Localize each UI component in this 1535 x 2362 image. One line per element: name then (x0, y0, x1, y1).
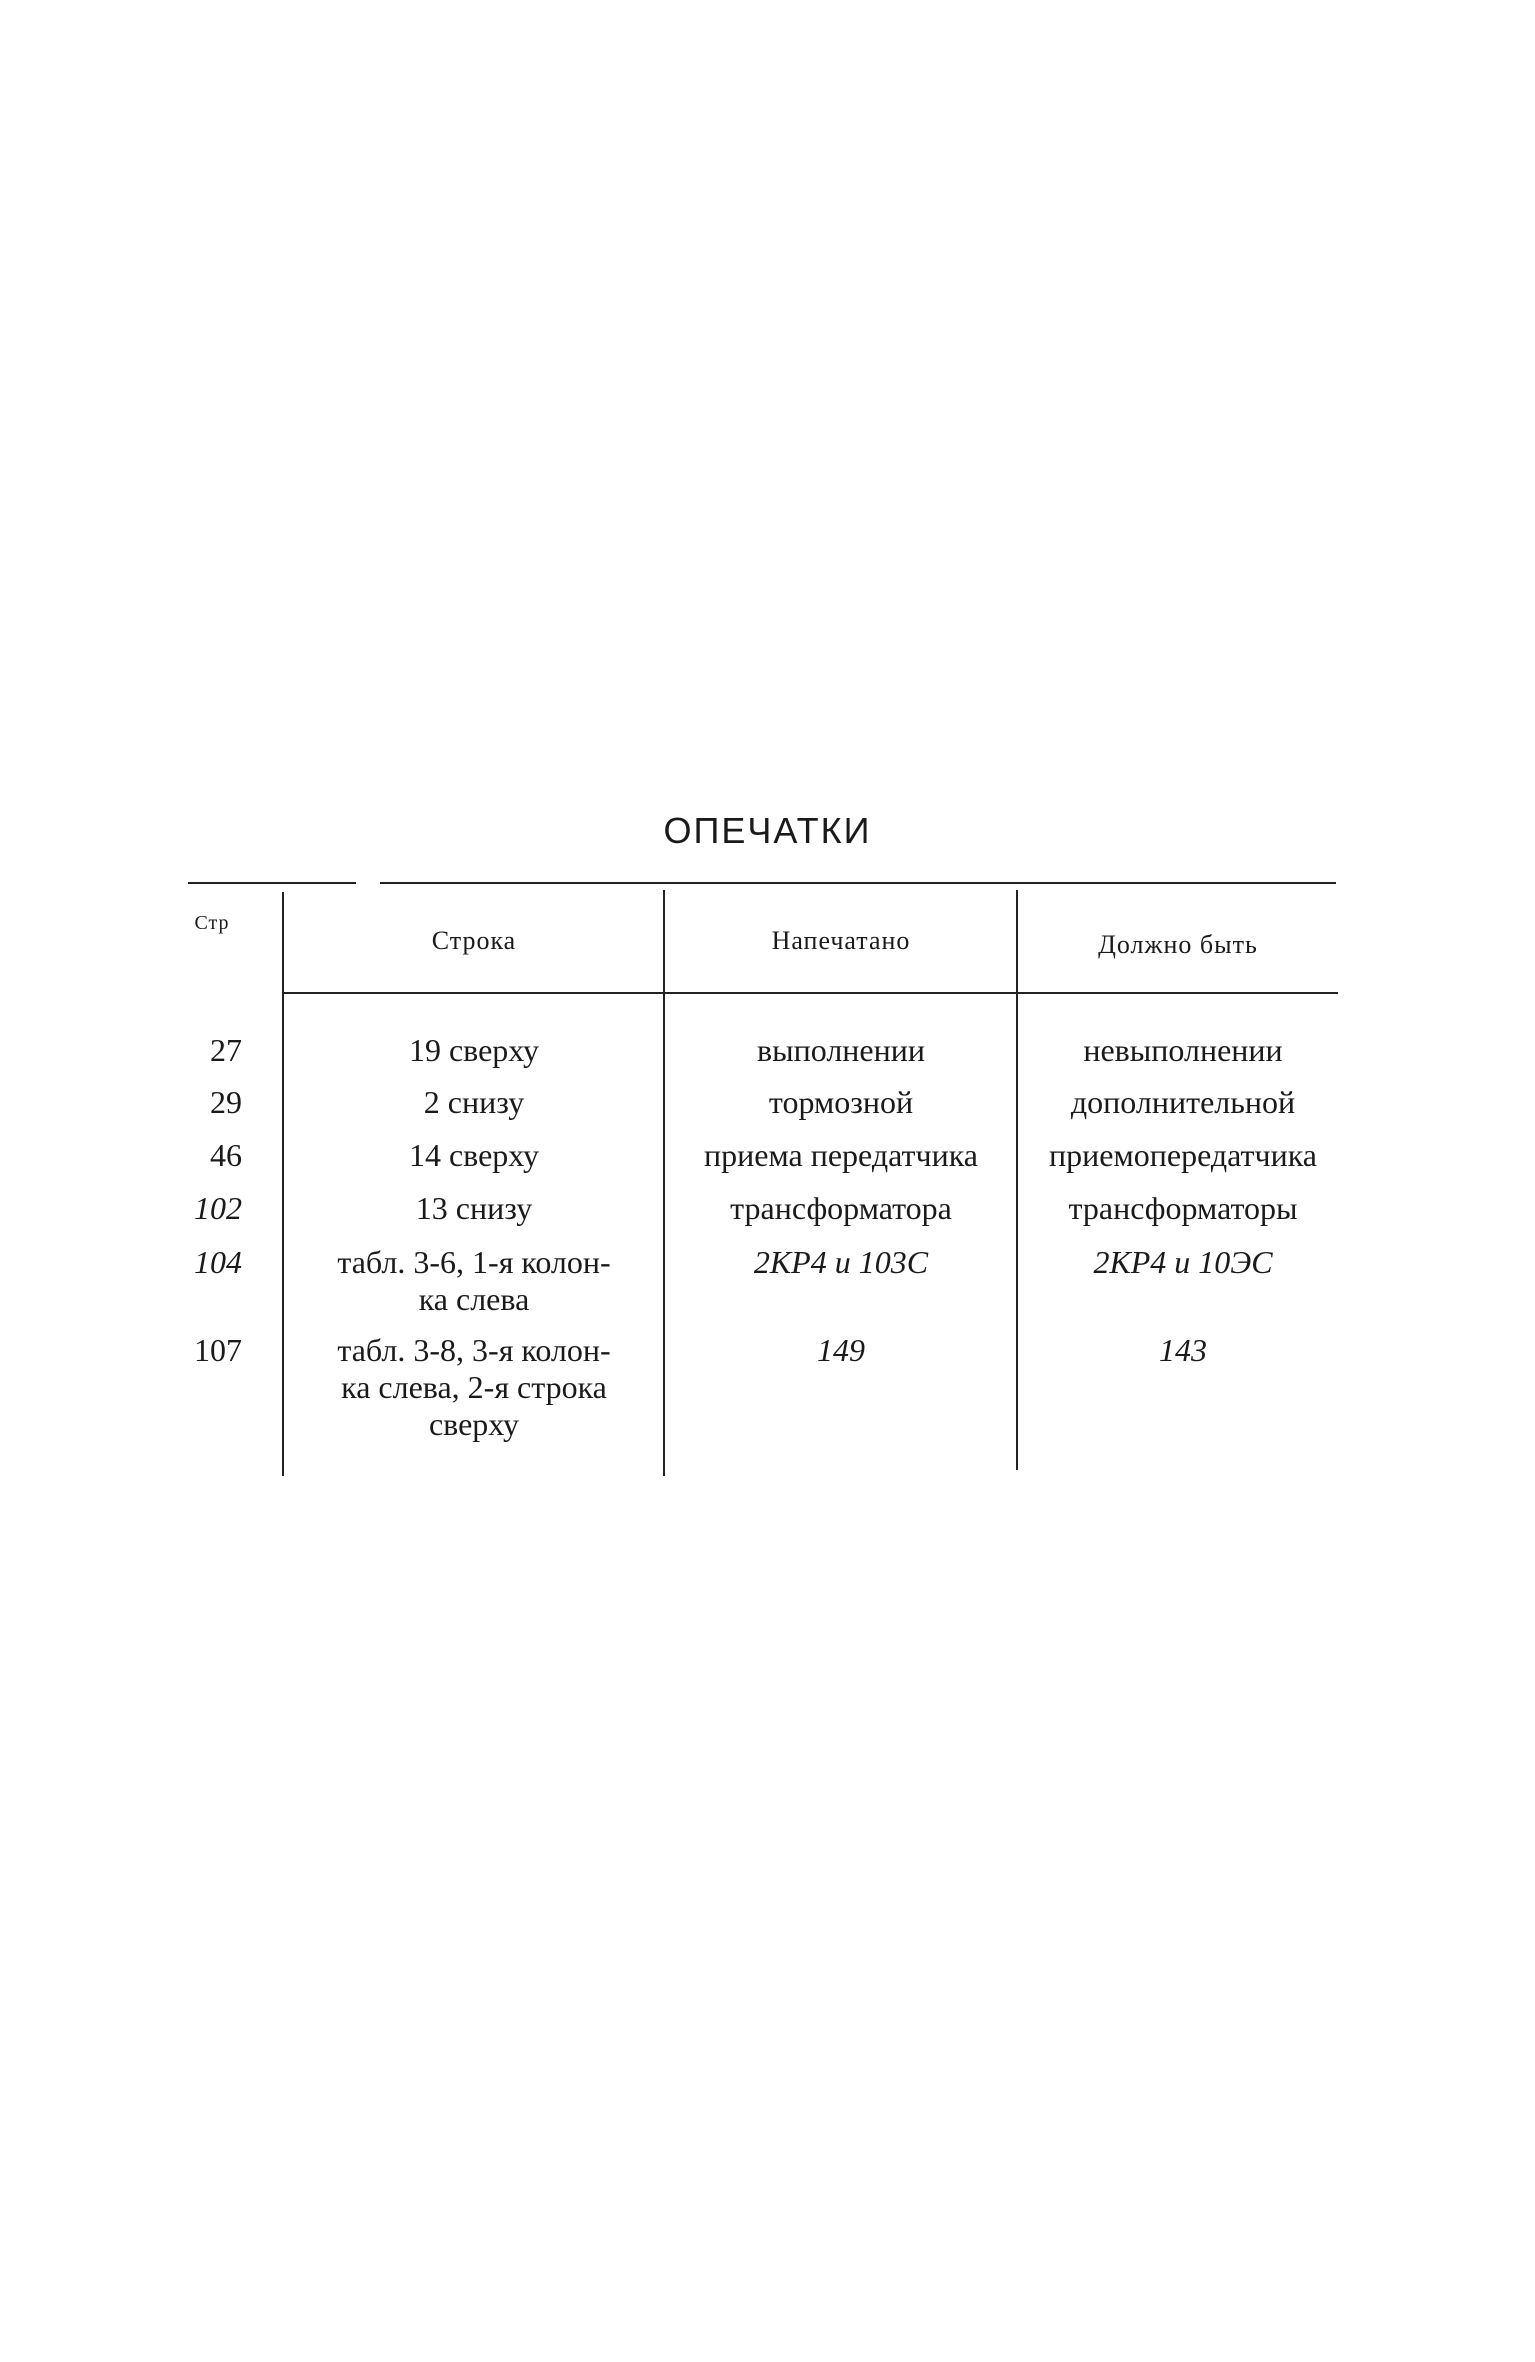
column-divider-2 (663, 890, 665, 1476)
table-row-printed: выполнении (757, 1032, 925, 1068)
page-title: ОПЕЧАТКИ (663, 810, 872, 851)
column-header-printed: Напечатано (771, 926, 911, 955)
table-row-line-part: ка слева (418, 1281, 530, 1317)
table-row-page: 29 (210, 1084, 242, 1120)
table-row-printed: тормозной (768, 1084, 914, 1120)
column-header-page: Стр (194, 912, 230, 934)
table-row-line-part: ка слева, 2-я строка (341, 1369, 607, 1405)
table-row-line-part: табл. 3-6, 1-я колон- (337, 1244, 611, 1280)
table-row-page: 104 (194, 1244, 242, 1280)
column-header-line: Строка (431, 926, 517, 955)
table-row-page: 107 (194, 1332, 242, 1368)
table-row-should-be: 143 (1159, 1332, 1207, 1368)
table-row-page: 27 (210, 1032, 242, 1068)
table-row-printed: приема передатчика (704, 1137, 978, 1173)
table-row-line-part: табл. 3-8, 3-я колон- (337, 1332, 611, 1368)
table-row-should-be: 2КР4 и 10ЭС (1093, 1244, 1273, 1280)
table-row-should-be: невыполнении (1083, 1032, 1283, 1068)
table-top-rule-right (380, 882, 1336, 884)
column-divider-3 (1016, 890, 1018, 1470)
table-row-line-part: сверху (428, 1406, 520, 1442)
table-row-printed: трансформатора (730, 1190, 952, 1226)
table-header-rule (282, 992, 1338, 994)
table-row-should-be: приемопередатчика (1049, 1137, 1317, 1173)
column-header-should-be: Должно быть (1098, 930, 1258, 959)
table-row-should-be: дополнительной (1070, 1084, 1296, 1120)
table-row-printed: 2КР4 и 103С (753, 1244, 929, 1280)
table-row-line: 19 сверху (408, 1032, 540, 1068)
column-divider-1 (282, 892, 284, 1476)
table-row-line: 14 сверху (408, 1137, 540, 1173)
table-row-line: 13 снизу (415, 1190, 533, 1226)
table-row-page: 46 (210, 1137, 242, 1173)
table-row-line: 2 снизу (423, 1084, 525, 1120)
table-row-should-be: трансформаторы (1068, 1190, 1298, 1226)
table-row-page: 102 (194, 1190, 242, 1226)
table-top-rule-left (188, 882, 356, 884)
table-row-printed: 149 (817, 1332, 865, 1368)
